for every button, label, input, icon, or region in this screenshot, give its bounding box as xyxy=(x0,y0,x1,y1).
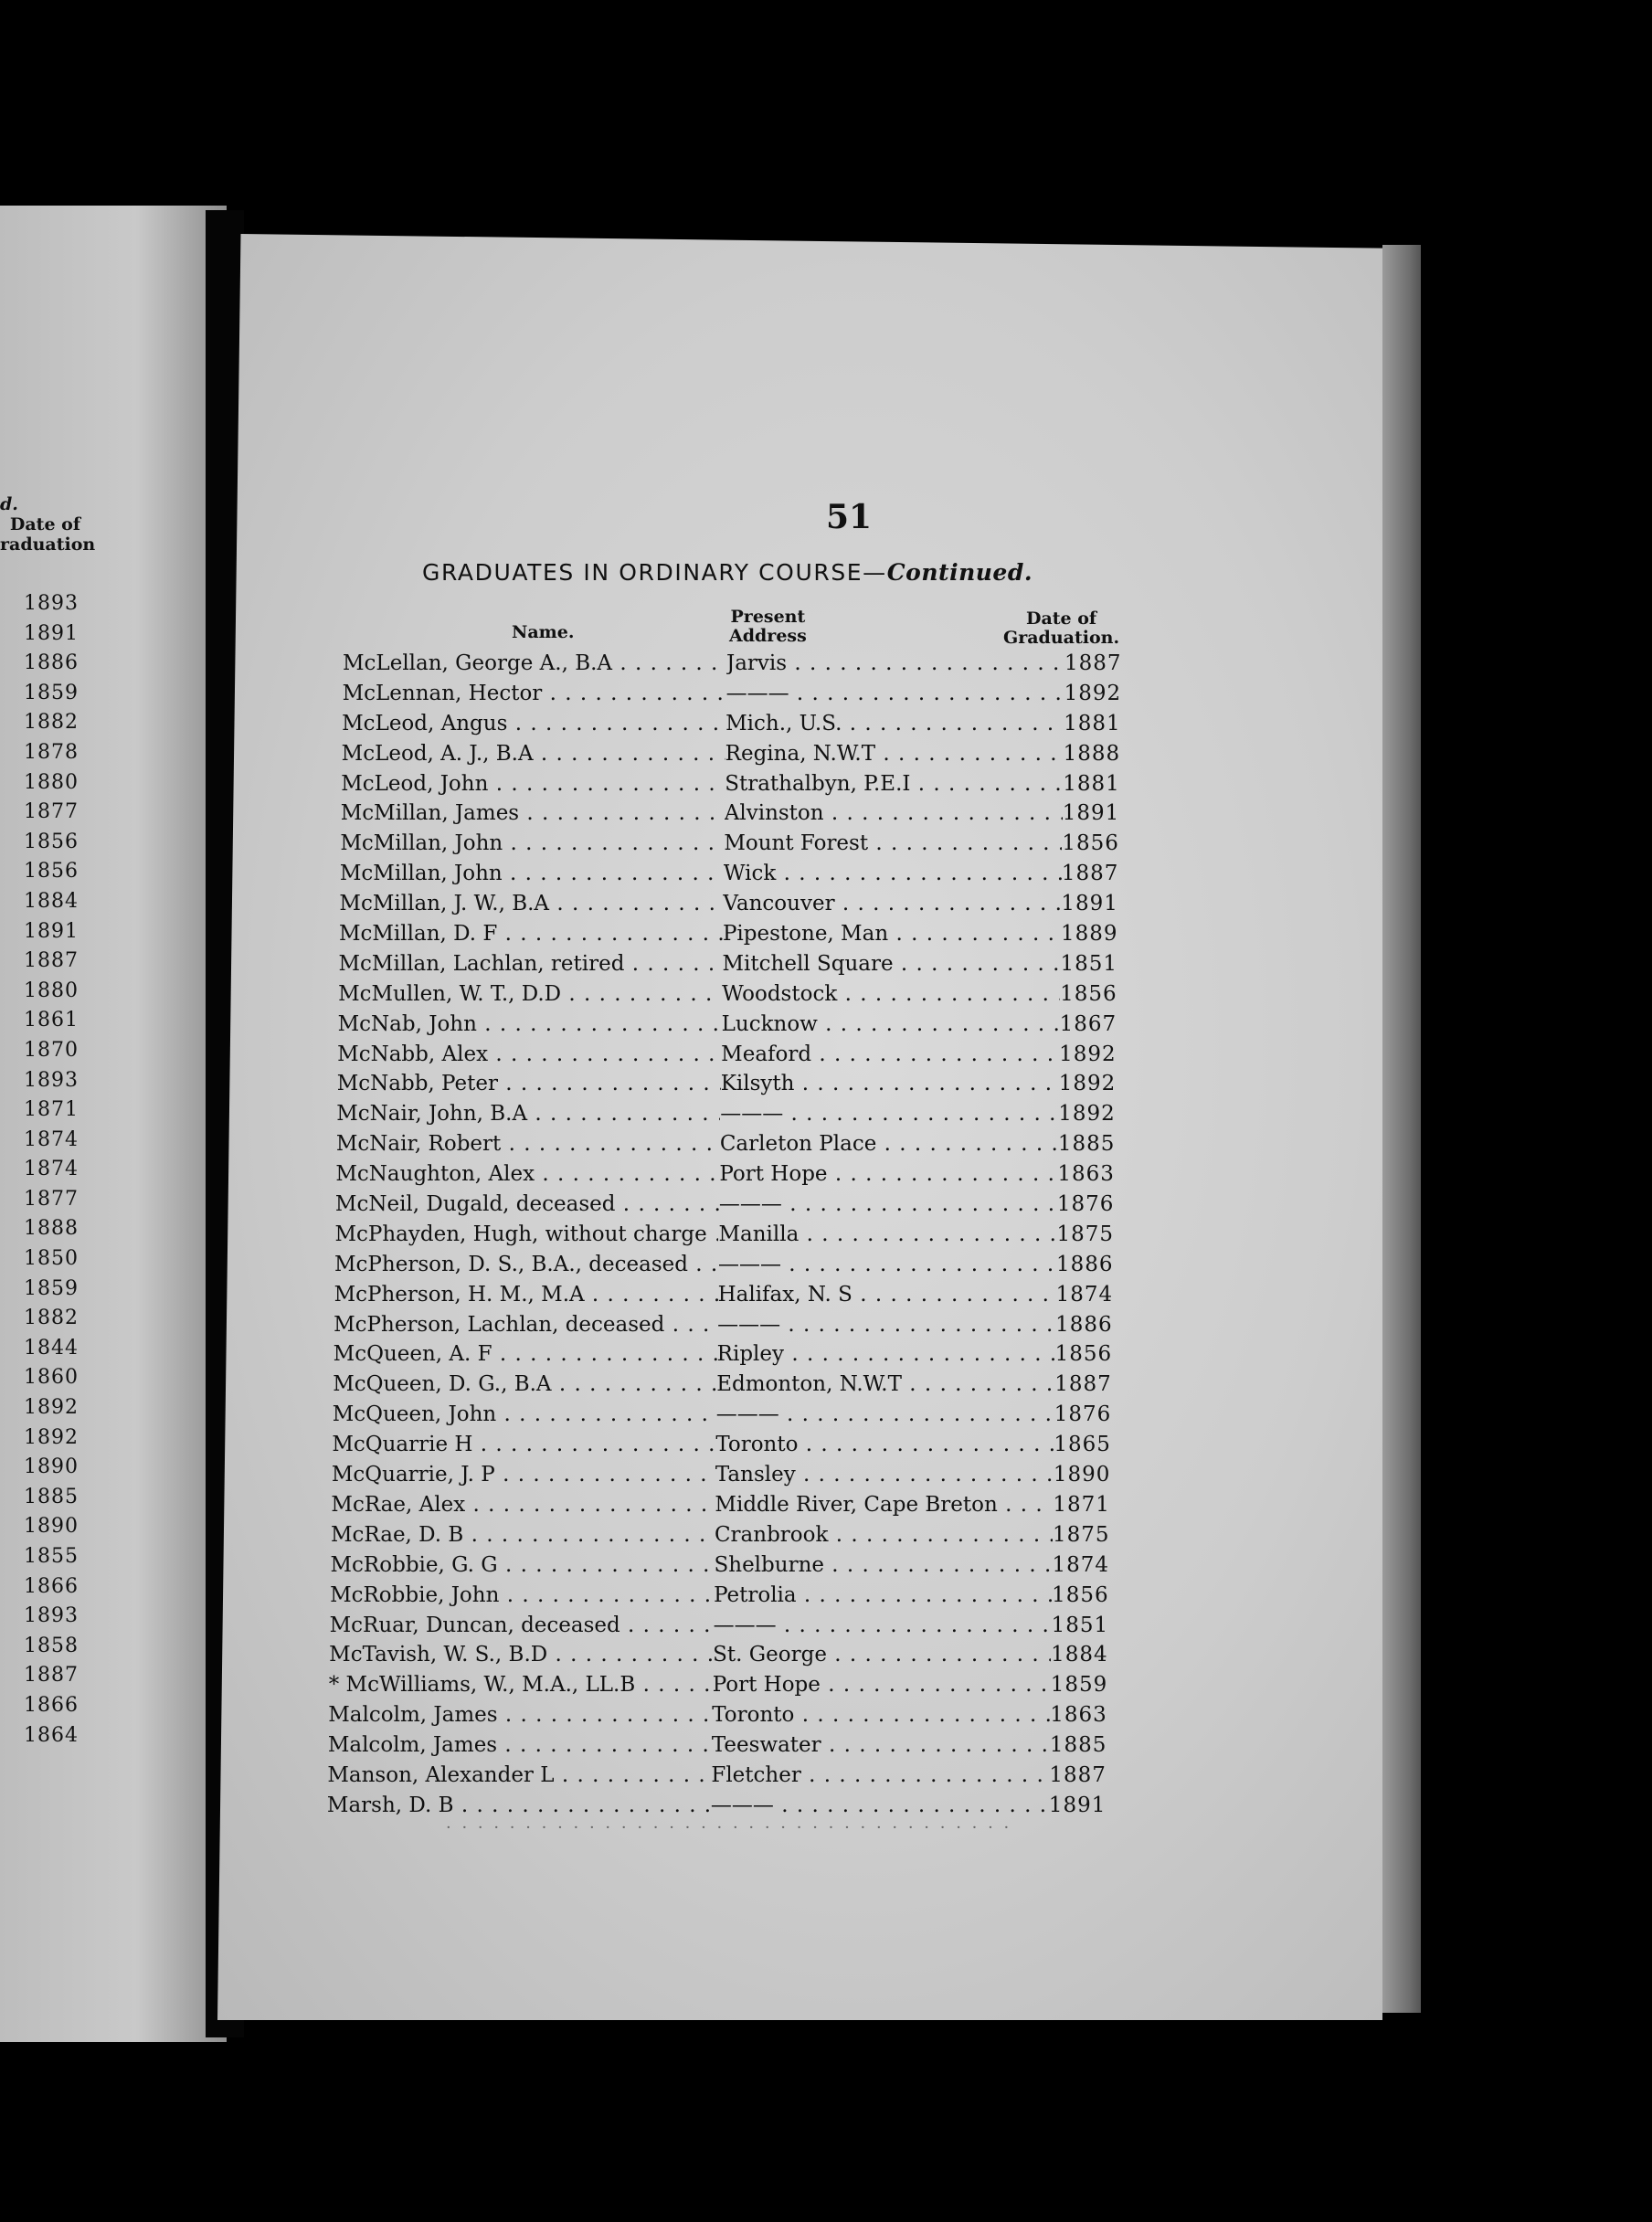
graduate-row xyxy=(335,1159,1115,1190)
left-year-entry: 1856 xyxy=(24,860,79,884)
graduate-name: McNair, John, B.A . . . xyxy=(336,1099,720,1129)
graduation-year: 1856 xyxy=(1062,831,1119,856)
graduate-name: McLeod, Angus . . . xyxy=(342,709,725,739)
column-header-name-label: Name. xyxy=(512,622,575,642)
graduate-row xyxy=(334,1250,1114,1280)
graduate-row xyxy=(332,1430,1111,1460)
graduate-name: * McWilliams, W., M.A., LL.B . . . xyxy=(329,1670,713,1700)
column-header-date-line1: Date of xyxy=(1025,608,1097,629)
graduate-address: Manilla . . . xyxy=(718,1220,1056,1250)
graduate-address: Vancouver . . . xyxy=(723,889,1061,919)
left-year-entry: 1856 xyxy=(24,830,79,853)
graduation-year: 1892 xyxy=(1058,1102,1116,1127)
graduate-name: McMillan, John . . . xyxy=(340,859,724,889)
graduate-row xyxy=(332,1400,1112,1430)
left-year-entry: 1893 xyxy=(24,1604,79,1628)
graduate-row xyxy=(338,979,1117,1010)
column-header-address xyxy=(729,608,807,646)
left-year-entry: 1844 xyxy=(24,1336,79,1360)
left-year-entry: 1877 xyxy=(24,1187,79,1211)
graduate-name: McMillan, D. F . . . xyxy=(339,919,723,949)
graduate-row xyxy=(340,799,1120,829)
graduation-year: 1851 xyxy=(1051,1613,1109,1637)
left-year-entry: 1870 xyxy=(24,1038,79,1062)
graduate-row xyxy=(333,1339,1113,1370)
graduate-name: McNair, Robert . . . xyxy=(336,1129,720,1159)
graduate-name: McRae, D. B . . . xyxy=(331,1520,715,1550)
graduate-name: McNabb, Alex . . . xyxy=(337,1040,721,1070)
left-year-entry: 1877 xyxy=(24,800,79,824)
graduation-year: 1867 xyxy=(1059,1011,1117,1036)
graduate-address: ——— . . . xyxy=(719,1190,1057,1220)
graduation-year: 1863 xyxy=(1057,1162,1115,1187)
graduation-year: 1856 xyxy=(1054,1342,1113,1367)
graduate-name: McMillan, John . . . xyxy=(340,829,724,859)
left-year-entry: 1892 xyxy=(24,1425,79,1449)
graduate-address: Petrolia . . . xyxy=(714,1581,1052,1611)
left-year-entry: 1892 xyxy=(24,1396,79,1420)
graduate-name: McQuarrie, J. P . . . xyxy=(332,1460,715,1490)
graduate-row xyxy=(338,949,1118,979)
graduation-year: 1884 xyxy=(1051,1643,1108,1667)
graduate-name: McQuarrie H . . . xyxy=(332,1430,715,1460)
graduate-address: ——— . . . xyxy=(714,1611,1052,1641)
graduation-year: 1874 xyxy=(1052,1552,1110,1577)
column-header-address-line1: Present xyxy=(730,607,806,627)
graduate-row xyxy=(339,889,1118,919)
graduate-address: Jarvis . . . xyxy=(726,649,1064,679)
left-year-entry: 1878 xyxy=(24,740,79,764)
graduate-row xyxy=(329,1640,1108,1670)
graduate-name: McTavish, W. S., B.D . . . xyxy=(329,1640,713,1670)
graduate-row xyxy=(328,1700,1107,1730)
column-header-address-line2: Address xyxy=(729,626,807,646)
graduate-row xyxy=(343,649,1122,679)
graduate-address: ——— . . . xyxy=(720,1099,1058,1129)
graduate-name: Malcolm, James . . . xyxy=(328,1730,712,1761)
left-year-entry: 1874 xyxy=(24,1158,79,1181)
left-year-entry: 1855 xyxy=(24,1545,79,1568)
graduate-address: Kilsyth . . . xyxy=(721,1069,1059,1099)
graduate-name: McRobbie, G. G . . . xyxy=(331,1550,715,1581)
graduation-year: 1892 xyxy=(1059,1042,1117,1066)
graduation-year: 1887 xyxy=(1049,1762,1107,1787)
graduation-year: 1892 xyxy=(1058,1072,1117,1096)
page-number: 51 xyxy=(825,498,873,536)
graduate-name: Malcolm, James . . . xyxy=(328,1700,712,1730)
graduate-address: ——— . . . xyxy=(717,1310,1055,1340)
graduate-row xyxy=(337,1040,1117,1070)
graduation-year: 1871 xyxy=(1053,1492,1110,1517)
left-year-entry: 1859 xyxy=(24,1276,79,1300)
graduate-row xyxy=(329,1611,1109,1641)
graduate-name: McMullen, W. T., D.D . . . xyxy=(338,979,722,1010)
graduate-address: Toronto . . . xyxy=(715,1430,1054,1460)
graduate-address: Fletcher . . . xyxy=(711,1761,1049,1791)
graduation-year: 1881 xyxy=(1064,711,1121,735)
left-year-entry: 1880 xyxy=(24,770,79,794)
left-header-graduation: raduation xyxy=(0,534,96,555)
graduation-year: 1892 xyxy=(1064,681,1122,705)
graduation-year: 1891 xyxy=(1048,1793,1107,1817)
left-year-entry: 1891 xyxy=(24,621,79,645)
left-year-entry: 1890 xyxy=(24,1455,79,1479)
graduate-row xyxy=(334,1220,1114,1250)
graduation-year: 1885 xyxy=(1057,1132,1116,1157)
left-year-entry: 1893 xyxy=(24,1068,79,1092)
graduation-year: 1891 xyxy=(1062,801,1120,826)
left-year-entry: 1866 xyxy=(24,1574,79,1598)
graduation-year: 1856 xyxy=(1052,1582,1109,1607)
graduate-row xyxy=(330,1520,1110,1550)
graduate-address: Port Hope . . . xyxy=(713,1670,1051,1700)
graduate-name: McRae, Alex . . . xyxy=(331,1490,715,1520)
graduate-row xyxy=(339,859,1119,889)
graduate-name: McNab, John . . . xyxy=(338,1010,722,1040)
left-year-entry: 1860 xyxy=(24,1366,79,1390)
graduate-row xyxy=(331,1490,1110,1520)
graduation-year: 1885 xyxy=(1049,1733,1107,1758)
page-heading-continued: Continued. xyxy=(886,559,1033,586)
graduation-year: 1876 xyxy=(1056,1192,1115,1217)
left-year-entry: 1861 xyxy=(24,1009,79,1032)
graduate-name: McRobbie, John . . . xyxy=(330,1581,714,1611)
graduation-year: 1859 xyxy=(1050,1673,1108,1698)
graduate-row xyxy=(326,1791,1107,1821)
graduate-name: McLennan, Hector . . . xyxy=(343,679,726,709)
graduate-address: Mitchell Square . . . xyxy=(723,949,1061,979)
graduate-row xyxy=(342,709,1121,739)
graduation-year: 1890 xyxy=(1053,1463,1111,1487)
graduate-row xyxy=(334,1310,1113,1340)
graduate-address: Woodstock . . . xyxy=(722,979,1060,1010)
graduate-row xyxy=(330,1550,1110,1581)
graduation-year: 1865 xyxy=(1054,1433,1111,1457)
graduate-name: Manson, Alexander L . . . xyxy=(327,1761,711,1791)
left-year-entry: 1890 xyxy=(24,1515,79,1539)
graduate-row xyxy=(336,1069,1117,1099)
left-year-entry: 1864 xyxy=(24,1723,79,1747)
graduate-address: Lucknow . . . xyxy=(722,1010,1060,1040)
left-year-entry: 1891 xyxy=(24,919,79,943)
left-year-entry: 1859 xyxy=(24,681,79,704)
graduate-name: McNeil, Dugald, deceased . . . xyxy=(335,1190,719,1220)
graduate-address: Edmonton, N.W.T . . . xyxy=(716,1370,1054,1400)
graduate-address: Port Hope . . . xyxy=(719,1159,1057,1190)
graduate-row xyxy=(335,1129,1116,1159)
graduation-year: 1887 xyxy=(1064,651,1122,675)
left-year-entry: 1885 xyxy=(24,1485,79,1508)
graduation-year: 1863 xyxy=(1050,1703,1107,1728)
graduate-row xyxy=(333,1370,1112,1400)
left-year-entry: 1858 xyxy=(24,1634,79,1657)
left-year-entry: 1874 xyxy=(24,1127,79,1151)
graduate-name: McNaughton, Alex . . . xyxy=(335,1159,719,1190)
graduate-address: ——— . . . xyxy=(718,1250,1056,1280)
graduate-name: McMillan, James . . . xyxy=(341,799,725,829)
graduate-row xyxy=(327,1730,1107,1761)
graduation-year: 1881 xyxy=(1063,771,1120,796)
graduation-year: 1851 xyxy=(1060,951,1118,976)
graduate-address: Middle River, Cape Breton . . . xyxy=(715,1490,1053,1520)
graduate-row xyxy=(331,1460,1111,1490)
graduate-address: Mich., U.S. . . . xyxy=(725,709,1064,739)
graduate-address: St. George . . . xyxy=(713,1640,1051,1670)
graduate-address: Teeswater . . . xyxy=(712,1730,1050,1761)
graduate-name: Marsh, D. B . . . xyxy=(327,1791,711,1821)
page-heading xyxy=(422,559,1032,586)
graduation-year: 1887 xyxy=(1054,1372,1112,1397)
graduate-name: McQueen, D. G., B.A . . . xyxy=(333,1370,716,1400)
column-header-name xyxy=(512,623,575,642)
graduate-name: McPherson, Lachlan, deceased . . . xyxy=(334,1310,717,1340)
graduate-row xyxy=(341,739,1121,769)
left-year-entry: 1882 xyxy=(24,1307,79,1330)
graduate-address: Toronto . . . xyxy=(712,1700,1050,1730)
graduation-year: 1886 xyxy=(1056,1252,1114,1276)
graduate-address: Meaford . . . xyxy=(721,1040,1059,1070)
graduation-year: 1856 xyxy=(1060,981,1117,1006)
graduation-year: 1875 xyxy=(1052,1522,1110,1547)
graduate-name: McLellan, George A., B.A . . . xyxy=(343,649,726,679)
graduate-row xyxy=(342,679,1122,709)
graduate-address: Ripley . . . xyxy=(717,1339,1055,1370)
graduate-row xyxy=(330,1581,1109,1611)
graduation-year: 1889 xyxy=(1060,922,1118,947)
graduate-row xyxy=(327,1761,1107,1791)
left-year-entry: 1882 xyxy=(24,711,79,735)
left-year-entry: 1886 xyxy=(24,651,79,675)
graduate-row xyxy=(340,829,1119,859)
graduation-year: 1874 xyxy=(1055,1282,1114,1307)
left-year-entry: 1887 xyxy=(24,1664,79,1688)
graduate-address: Wick . . . xyxy=(724,859,1062,889)
graduate-address: ——— . . . xyxy=(726,679,1064,709)
graduate-name: McPherson, H. M., M.A . . . xyxy=(334,1280,718,1310)
graduate-name: McPhayden, Hugh, without charge . . . xyxy=(334,1220,718,1250)
graduate-address: Tansley . . . xyxy=(715,1460,1054,1490)
graduation-year: 1875 xyxy=(1056,1222,1114,1246)
graduate-name: McRuar, Duncan, deceased . . . xyxy=(330,1611,714,1641)
graduate-row xyxy=(338,919,1118,949)
graduate-name: McPherson, D. S., B.A., deceased . . . xyxy=(334,1250,718,1280)
graduation-year: 1891 xyxy=(1061,892,1118,916)
graduate-address: Halifax, N. S . . . xyxy=(718,1280,1056,1310)
left-year-entry: 1893 xyxy=(24,592,79,615)
graduate-name: McLeod, A. J., B.A . . . xyxy=(342,739,725,769)
graduation-year: 1887 xyxy=(1061,862,1119,886)
page-heading-main: GRADUATES IN ORDINARY COURSE— xyxy=(422,559,887,586)
left-year-entry: 1887 xyxy=(24,949,79,973)
left-year-list xyxy=(0,589,227,1751)
footer-dots: · · · · · · · · · · · · · · · · · · · · · · · · · · · · · · · · · · · · xyxy=(446,1818,1012,1837)
graduate-row xyxy=(334,1280,1114,1310)
graduate-name: McMillan, Lachlan, retired . . . xyxy=(339,949,723,979)
graduate-name: McQueen, John . . . xyxy=(333,1400,716,1430)
graduate-row xyxy=(337,1010,1117,1040)
graduate-row xyxy=(328,1670,1108,1700)
graduate-name: McLeod, John . . . xyxy=(341,769,725,799)
graduation-year: 1888 xyxy=(1063,741,1121,766)
graduation-year: 1886 xyxy=(1055,1312,1113,1337)
graduates-list xyxy=(326,649,1122,1821)
graduate-row xyxy=(336,1099,1116,1129)
graduate-address: Regina, N.W.T . . . xyxy=(725,739,1064,769)
graduate-address: Pipestone, Man . . . xyxy=(723,919,1061,949)
left-header-date: Date of xyxy=(9,514,80,534)
left-year-entry: 1888 xyxy=(24,1217,79,1241)
left-year-entry: 1850 xyxy=(24,1247,79,1271)
graduate-address: ——— . . . xyxy=(711,1791,1049,1821)
graduate-address: Shelburne . . . xyxy=(715,1550,1053,1581)
graduate-address: Carleton Place . . . xyxy=(720,1129,1058,1159)
graduate-address: ——— . . . xyxy=(716,1400,1054,1430)
graduate-name: McMillan, J. W., B.A . . . xyxy=(339,889,723,919)
graduate-name: McQueen, A. F . . . xyxy=(334,1339,717,1370)
left-year-entry: 1880 xyxy=(24,979,79,1002)
graduation-year: 1876 xyxy=(1054,1402,1112,1427)
left-year-entry: 1866 xyxy=(24,1693,79,1717)
left-year-entry: 1884 xyxy=(24,889,79,913)
graduate-row xyxy=(341,769,1120,799)
left-page xyxy=(0,206,227,2042)
graduate-address: Cranbrook . . . xyxy=(715,1520,1053,1550)
graduate-address: Alvinston . . . xyxy=(725,799,1063,829)
graduate-address: Mount Forest . . . xyxy=(724,829,1062,859)
left-year-entry: 1871 xyxy=(24,1098,79,1122)
column-header-date-line2: Graduation. xyxy=(1003,628,1120,648)
left-header-mark: d. xyxy=(0,494,18,514)
graduate-name: McNabb, Peter . . . xyxy=(337,1069,721,1099)
column-header-date xyxy=(1003,609,1119,648)
graduate-address: Strathalbyn, P.E.I . . . xyxy=(725,769,1063,799)
graduate-row xyxy=(334,1190,1115,1220)
